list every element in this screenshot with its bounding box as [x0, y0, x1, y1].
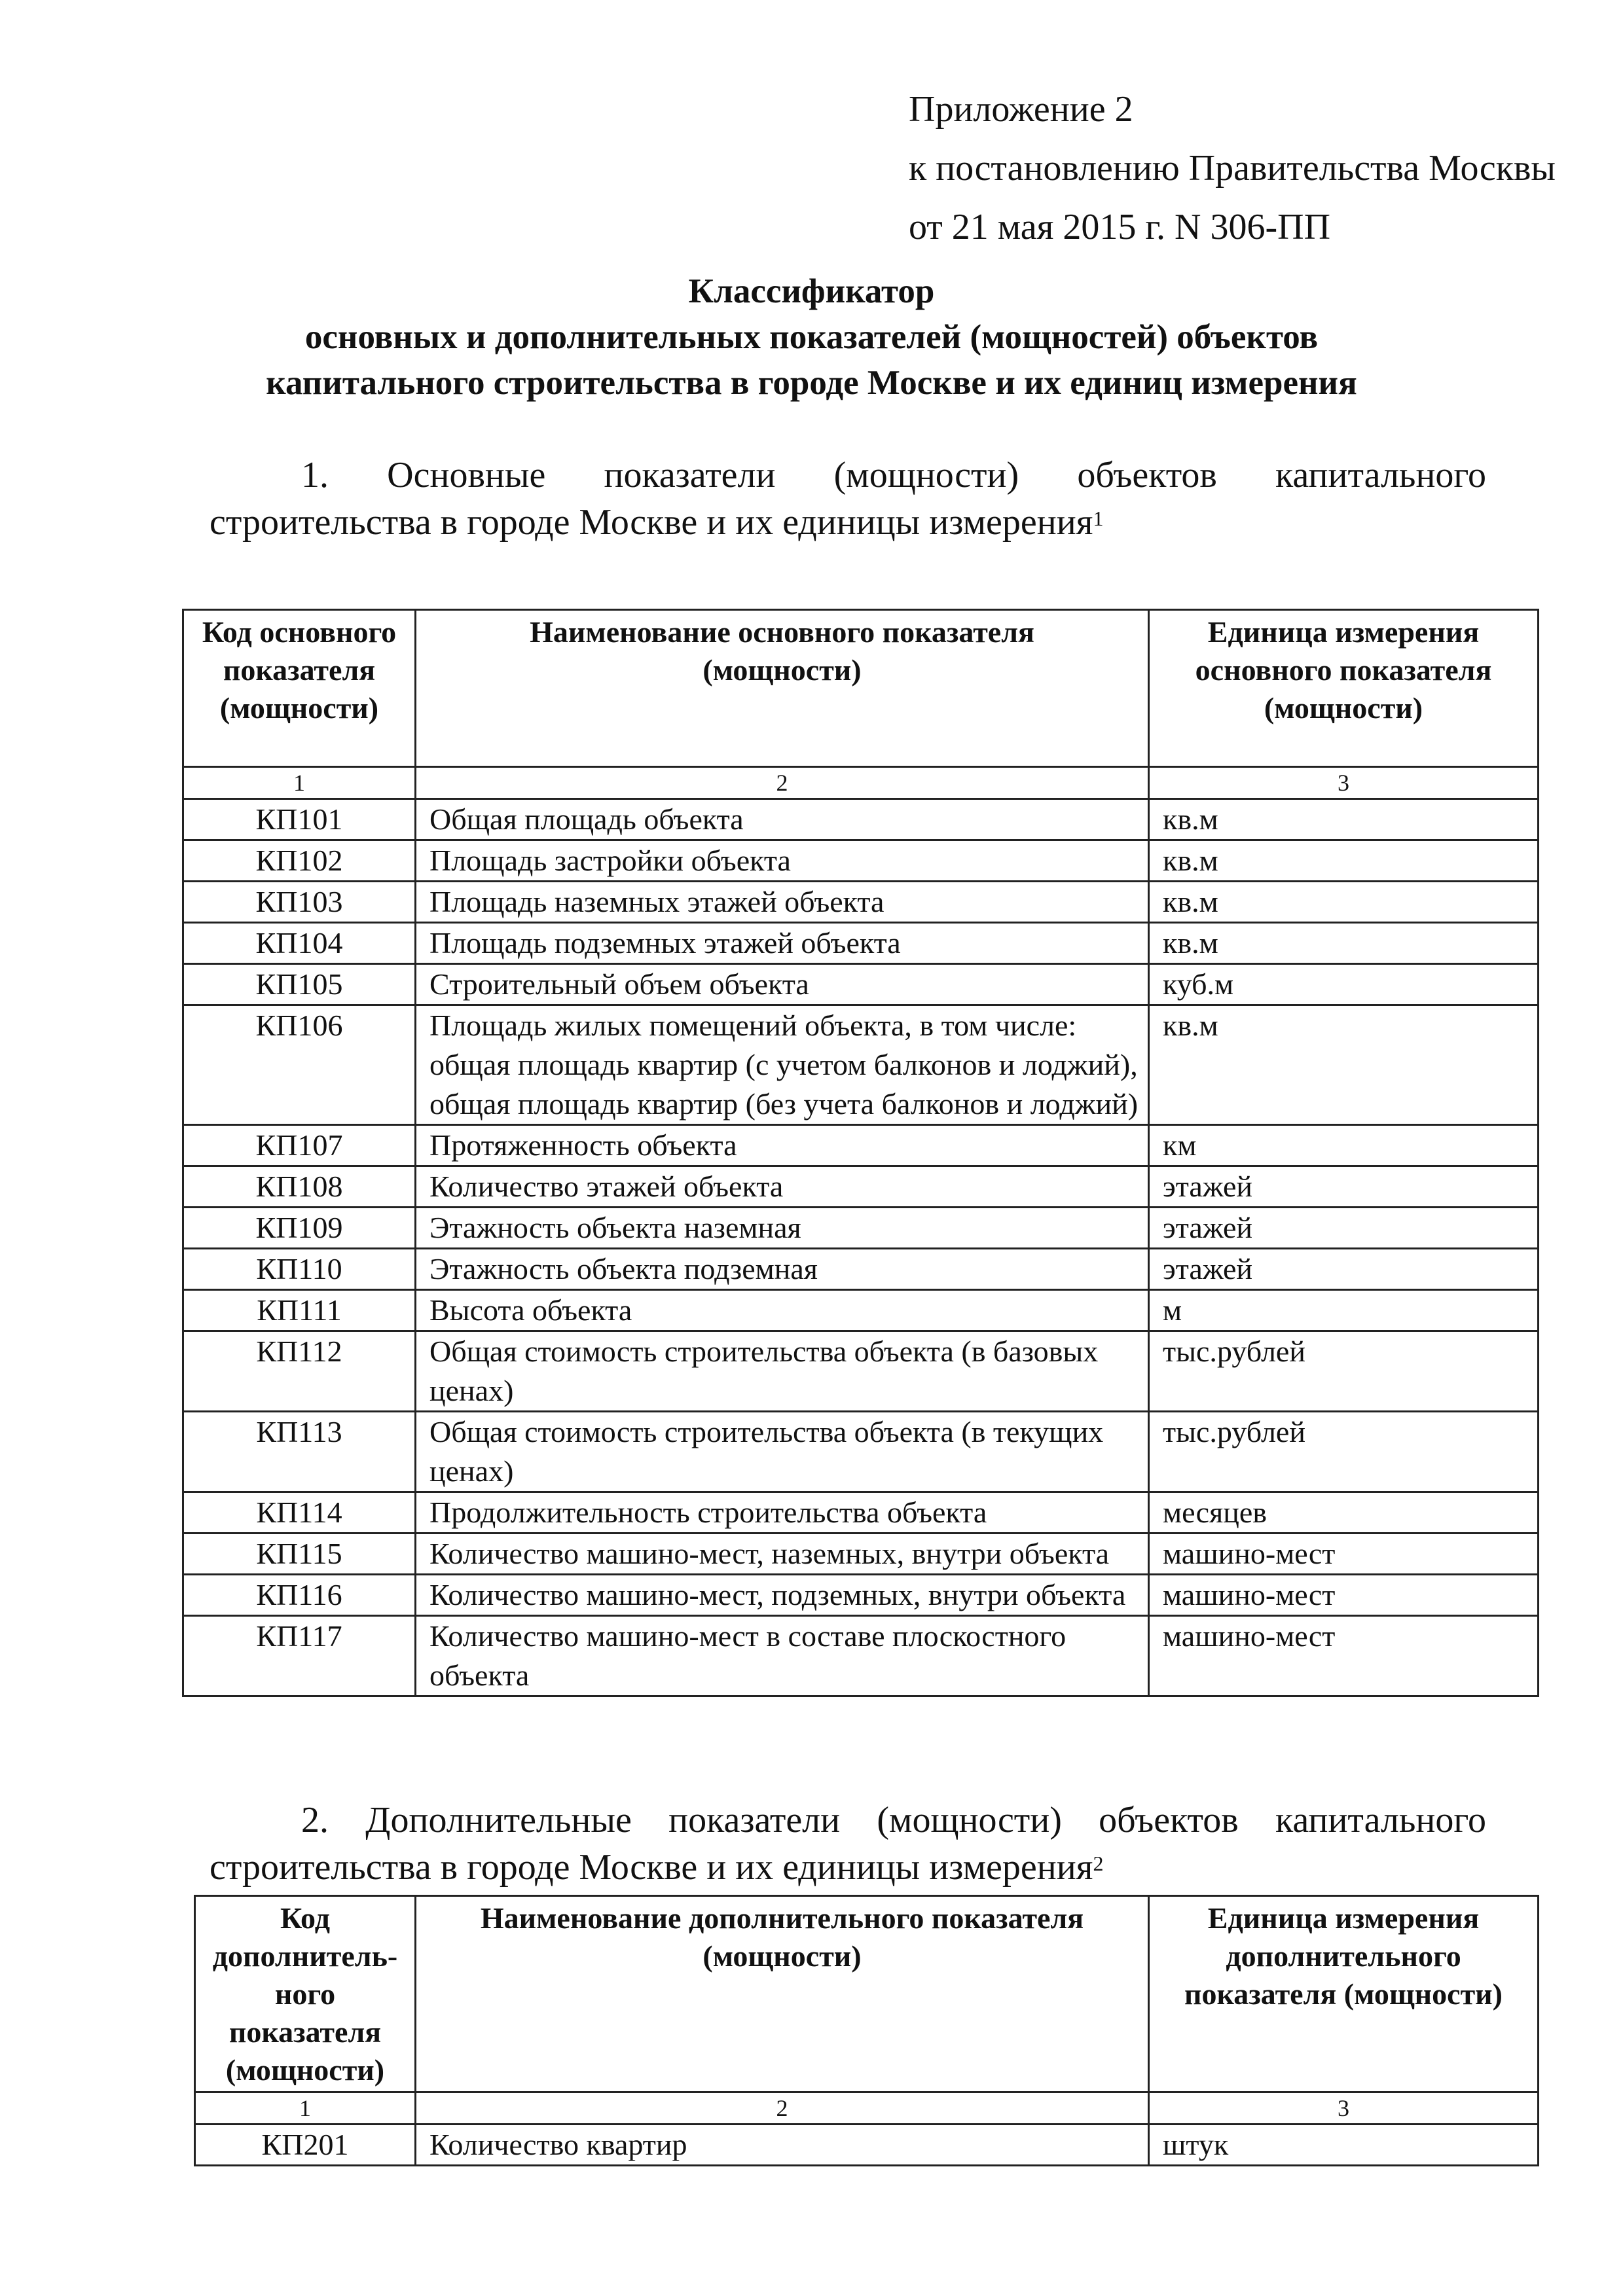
section-1-line-2: [210, 499, 1486, 546]
section-1-word: 1.: [301, 455, 329, 495]
unit-cell: тыс.рублей: [1149, 1331, 1539, 1412]
table-row: [183, 1534, 1539, 1575]
code-cell: КП115: [183, 1534, 416, 1575]
name-cell: Площадь наземных этажей объекта: [416, 882, 1149, 923]
table-row: [183, 1331, 1539, 1412]
table-row: [183, 1249, 1539, 1290]
table-row: [183, 1492, 1539, 1534]
name-cell: Количество квартир: [416, 2125, 1149, 2166]
code-cell: КП112: [183, 1331, 416, 1412]
section-2-word: 2.: [301, 1800, 329, 1840]
appendix-label: Приложение 2: [909, 89, 1133, 130]
title-line-3: капитального строительства в городе Москве и их единиц измерения: [266, 364, 1357, 402]
table-row: [183, 964, 1539, 1005]
unit-cell: этажей: [1149, 1166, 1539, 1208]
section-1-text: строительства в городе Москве и их единицы измерения: [210, 502, 1093, 543]
header-unit: Единица измерения основного показателя (мощности): [1149, 610, 1539, 767]
section-1-heading: [210, 452, 1486, 546]
code-cell: КП106: [183, 1005, 416, 1125]
column-number: 2: [416, 767, 1149, 799]
section-2-line-1: [210, 1797, 1486, 1844]
additional-indicators-body: [195, 2125, 1539, 2166]
table-row: [183, 1575, 1539, 1616]
table-row: [183, 1412, 1539, 1492]
name-cell: Площадь жилых помещений объекта, в том числе: общая площадь квартир (с учетом балконов и лоджий), общая площадь квартир (без учета балконов и лоджий): [416, 1005, 1149, 1125]
name-cell: Высота объекта: [416, 1290, 1149, 1331]
code-cell: КП102: [183, 840, 416, 882]
section-2-line-2: [210, 1844, 1486, 1891]
section-1-word: объектов: [1077, 455, 1217, 495]
name-cell: Протяженность объекта: [416, 1125, 1149, 1166]
title-line-1: Классификатор: [688, 272, 935, 310]
table-row: [183, 1125, 1539, 1166]
title-line-2: основных и дополнительных показателей (мощностей) объектов: [304, 318, 1319, 356]
name-cell: Количество машино-мест, подземных, внутри объекта: [416, 1575, 1149, 1616]
main-indicators-body: [183, 799, 1539, 1696]
unit-cell: машино-мест: [1149, 1534, 1539, 1575]
unit-cell: кв.м: [1149, 923, 1539, 964]
name-cell: Количество этажей объекта: [416, 1166, 1149, 1208]
section-1-word: капитального: [1275, 455, 1486, 495]
unit-cell: кв.м: [1149, 1005, 1539, 1125]
name-cell: Общая стоимость строительства объекта (в текущих ценах): [416, 1412, 1149, 1492]
unit-cell: кв.м: [1149, 840, 1539, 882]
name-cell: Площадь подземных этажей объекта: [416, 923, 1149, 964]
appendix-header: [909, 80, 1556, 257]
section-1-word: Основные: [387, 455, 546, 495]
appendix-decree-ref: к постановлению Правительства Москвы: [909, 148, 1556, 188]
header-name: Наименование основного показателя (мощности): [416, 610, 1149, 767]
unit-cell: кв.м: [1149, 882, 1539, 923]
table-row: [183, 799, 1539, 840]
unit-cell: м: [1149, 1290, 1539, 1331]
table-row: [183, 882, 1539, 923]
main-indicators-table: [182, 609, 1539, 1697]
unit-cell: штук: [1149, 2125, 1539, 2166]
code-cell: КП114: [183, 1492, 416, 1534]
section-2-word: (мощности): [877, 1800, 1062, 1840]
unit-cell: машино-мест: [1149, 1616, 1539, 1696]
section-2-word: объектов: [1099, 1800, 1239, 1840]
table-row: [183, 1005, 1539, 1125]
header-code: Код основного показателя (мощности): [183, 610, 416, 767]
unit-cell: машино-мест: [1149, 1575, 1539, 1616]
code-cell: КП103: [183, 882, 416, 923]
name-cell: Этажность объекта подземная: [416, 1249, 1149, 1290]
header-unit: Единица измерения дополнительного показателя (мощности): [1149, 1896, 1539, 2092]
name-cell: Общая площадь объекта: [416, 799, 1149, 840]
table-row: [183, 840, 1539, 882]
table-row: [183, 923, 1539, 964]
code-cell: КП108: [183, 1166, 416, 1208]
section-2-word: показатели: [668, 1800, 841, 1840]
name-cell: Площадь застройки объекта: [416, 840, 1149, 882]
code-cell: КП109: [183, 1208, 416, 1249]
header-code: Код дополнитель-ного показателя (мощности): [195, 1896, 416, 2092]
additional-indicators-table: [194, 1895, 1539, 2166]
table-row: [183, 1166, 1539, 1208]
column-number: 3: [1149, 2092, 1539, 2125]
unit-cell: месяцев: [1149, 1492, 1539, 1534]
section-1-word: показатели: [604, 455, 776, 495]
code-cell: КП116: [183, 1575, 416, 1616]
table-row: [183, 1616, 1539, 1696]
name-cell: Количество машино-мест, наземных, внутри объекта: [416, 1534, 1149, 1575]
name-cell: Общая стоимость строительства объекта (в базовых ценах): [416, 1331, 1149, 1412]
appendix-decree-date: от 21 мая 2015 г. N 306-ПП: [909, 207, 1331, 247]
footnote-marker-2: 2: [1093, 1852, 1104, 1875]
unit-cell: кв.м: [1149, 799, 1539, 840]
code-cell: КП113: [183, 1412, 416, 1492]
header-name: Наименование дополнительного показателя (мощности): [416, 1896, 1149, 2092]
table-row: [195, 2125, 1539, 2166]
column-number: 3: [1149, 767, 1539, 799]
section-2-heading: [210, 1797, 1486, 1891]
table-row: [183, 1208, 1539, 1249]
document-title: [0, 268, 1623, 406]
code-cell: КП105: [183, 964, 416, 1005]
code-cell: КП110: [183, 1249, 416, 1290]
unit-cell: этажей: [1149, 1249, 1539, 1290]
name-cell: Продолжительность строительства объекта: [416, 1492, 1149, 1534]
unit-cell: км: [1149, 1125, 1539, 1166]
name-cell: Количество машино-мест в составе плоскостного объекта: [416, 1616, 1149, 1696]
code-cell: КП104: [183, 923, 416, 964]
column-number: 2: [416, 2092, 1149, 2125]
code-cell: КП111: [183, 1290, 416, 1331]
footnote-marker-1: 1: [1093, 507, 1104, 530]
table-row: [183, 1290, 1539, 1331]
column-number: 1: [195, 2092, 416, 2125]
section-2-word: Дополнительные: [365, 1800, 632, 1840]
code-cell: КП101: [183, 799, 416, 840]
name-cell: Этажность объекта наземная: [416, 1208, 1149, 1249]
unit-cell: этажей: [1149, 1208, 1539, 1249]
column-number: 1: [183, 767, 416, 799]
section-1-line-1: [210, 452, 1486, 499]
section-1-word: (мощности): [833, 455, 1019, 495]
section-2-word: капитального: [1275, 1800, 1486, 1840]
section-2-text: строительства в городе Москве и их единицы измерения: [210, 1847, 1093, 1888]
code-cell: КП107: [183, 1125, 416, 1166]
unit-cell: тыс.рублей: [1149, 1412, 1539, 1492]
code-cell: КП117: [183, 1616, 416, 1696]
unit-cell: куб.м: [1149, 964, 1539, 1005]
code-cell: КП201: [195, 2125, 416, 2166]
name-cell: Строительный объем объекта: [416, 964, 1149, 1005]
